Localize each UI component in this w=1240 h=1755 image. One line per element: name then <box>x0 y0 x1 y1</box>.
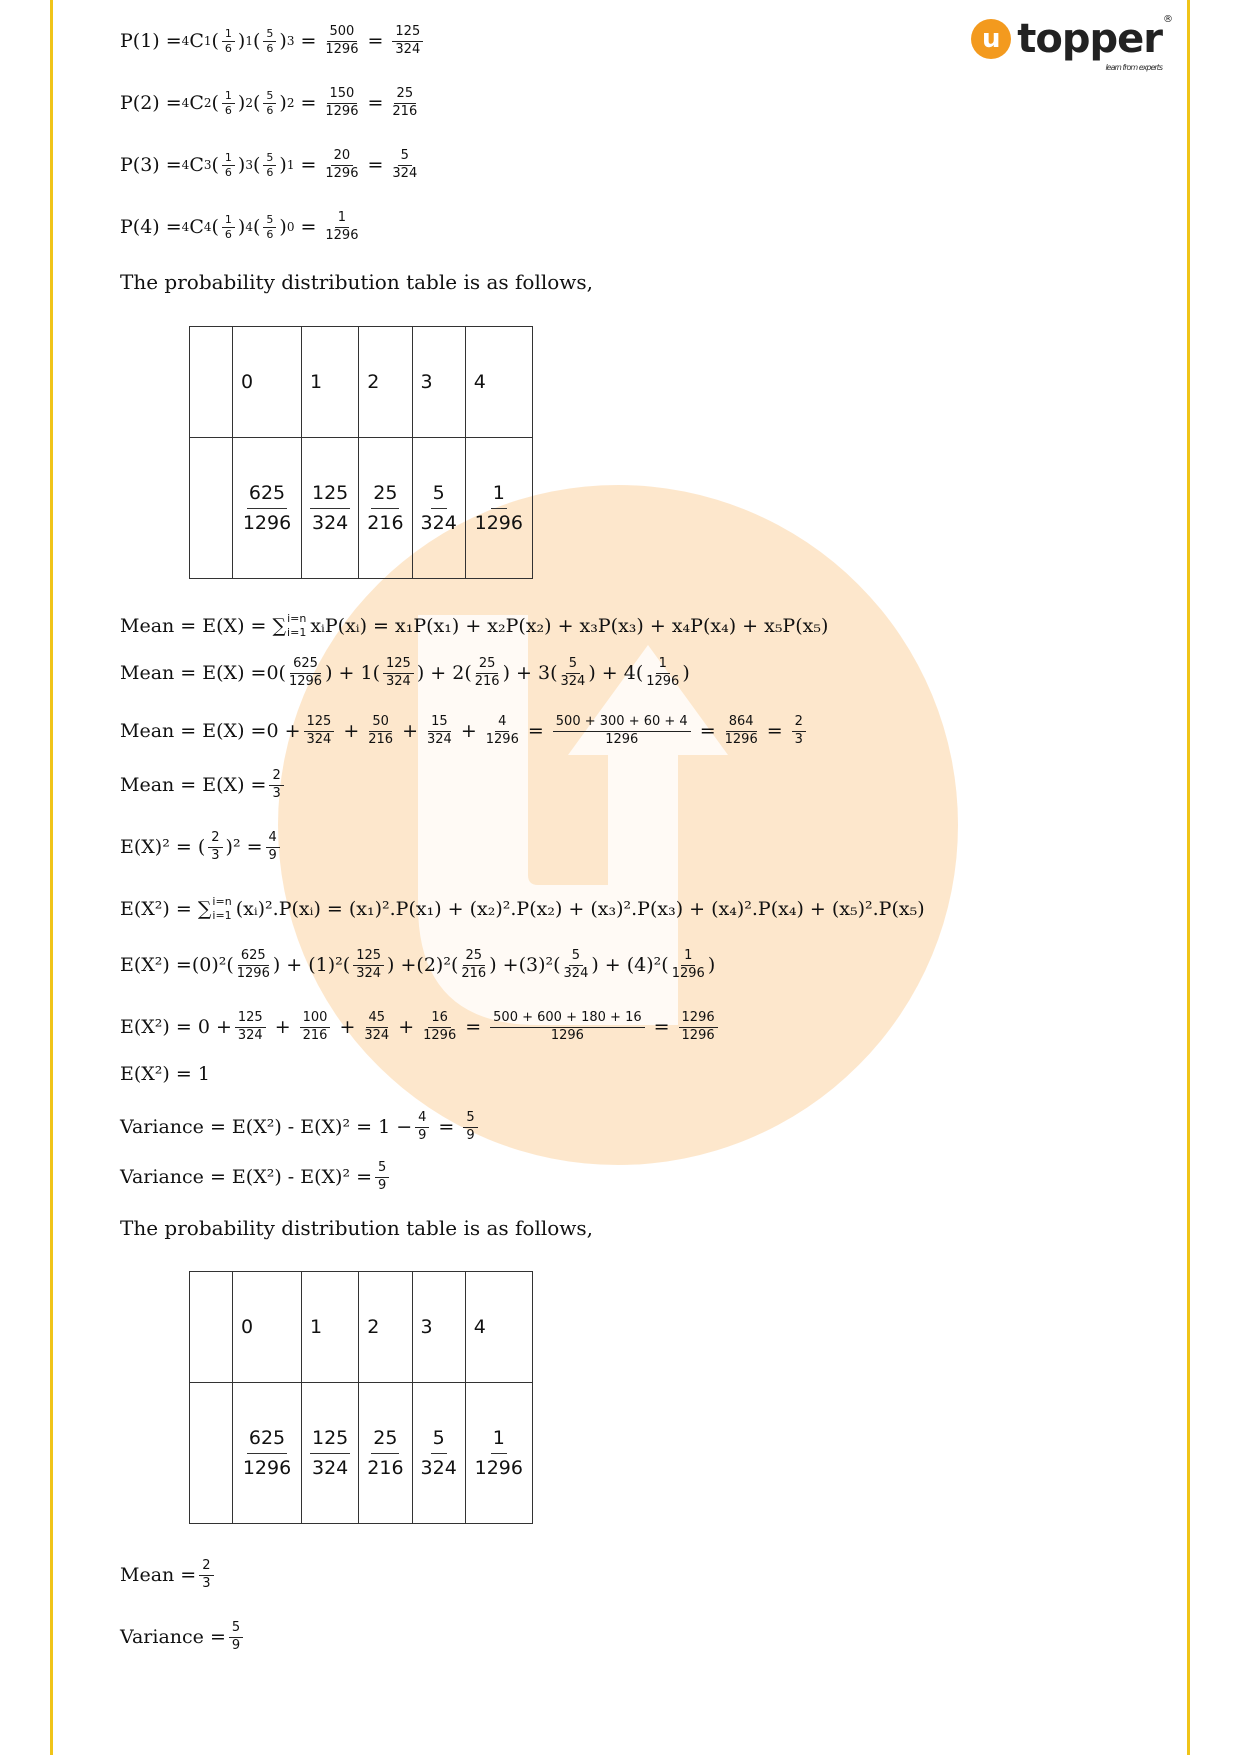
expand-part: ) + 1( <box>325 662 380 685</box>
variance-line-1: Variance = E(X²) - E(X)² = 1 − $\frac{4}{9}$ = $\frac{5}{9}$ <box>120 1110 481 1145</box>
table-cell-p2 <box>359 438 412 579</box>
table-intro-2: The probability distribution table is as follows, <box>120 1216 594 1240</box>
table-cell <box>190 1272 233 1383</box>
table-cell-p0 <box>233 438 302 579</box>
frac-den: 216 <box>392 103 418 119</box>
mean-zero: 0 + <box>266 720 301 743</box>
frac <box>325 24 358 59</box>
frac-num: 1 <box>222 151 235 166</box>
comb-n: 4 <box>181 220 190 235</box>
frac <box>222 27 235 57</box>
frac-den: 1296 <box>605 731 639 747</box>
frac-num: 5 <box>463 1110 477 1128</box>
frac <box>304 714 335 749</box>
ex2-expansion <box>120 948 715 983</box>
table-cell-p3 <box>412 438 465 579</box>
frac-den: 324 <box>306 731 332 747</box>
frac-num: 864 <box>726 714 757 732</box>
frac-num: 15 <box>428 714 451 732</box>
prob-num: 25 <box>371 479 399 509</box>
logo-tagline: learn from experts <box>1105 63 1162 72</box>
table-cell-x4: 4 <box>465 1272 532 1383</box>
frac-num: 150 <box>327 86 358 104</box>
mean-final <box>120 768 287 803</box>
table-cell-x0: 0 <box>233 327 302 438</box>
distribution-table-2 <box>189 1271 533 1524</box>
mean-def-rest: xᵢP(xᵢ) = x₁P(x₁) + x₂P(x₂) + x₃P(x₃) + x₄P(x₄) + x₅P(x₅) <box>310 615 829 638</box>
frac <box>486 714 519 749</box>
frac-num: 45 <box>366 1010 389 1028</box>
frac <box>375 1160 389 1195</box>
frac-den: 1296 <box>325 165 359 181</box>
exp: 4 <box>245 220 253 235</box>
expand-part: ) + (4)²( <box>591 954 669 977</box>
comb-r: 1 <box>203 34 212 49</box>
exp: 0 <box>286 220 295 235</box>
expand-part: ) <box>707 954 716 977</box>
probability-line-2: P(2) = 4 C 2 ( $\frac{1}{6}$ ) 2 ( $\frac{5}{6}$ ) 2 = $\frac{150}{1296}$ = $\frac{25}{216}$ <box>120 86 418 119</box>
variance-label-2: Variance = E(X²) - E(X)² = <box>120 1166 373 1189</box>
expand-part: 0( <box>266 662 286 685</box>
expand-part: ) + 3( <box>502 662 558 685</box>
frac <box>461 948 486 983</box>
table-cell <box>190 438 233 579</box>
frac-num: 25 <box>476 656 499 674</box>
frac-den: 6 <box>266 165 274 179</box>
frac <box>235 1010 266 1045</box>
mean-expand-label: Mean = E(X) = <box>120 662 267 685</box>
frac-num: 1 <box>656 656 670 674</box>
frac <box>475 656 500 691</box>
frac-num: 2 <box>199 1558 213 1576</box>
frac-num: 125 <box>304 714 335 732</box>
frac-den: 216 <box>302 1027 328 1043</box>
frac-den: 324 <box>364 1027 390 1043</box>
frac <box>415 1110 429 1145</box>
frac <box>364 1010 389 1045</box>
frac-num: 5 <box>263 213 276 228</box>
frac-num: 125 <box>392 24 423 42</box>
frac-den: 1296 <box>681 1027 715 1043</box>
frac-num: 2 <box>269 768 283 786</box>
frac-den: 9 <box>418 1127 427 1143</box>
ex-squared <box>120 830 283 865</box>
table-cell <box>190 327 233 438</box>
exp: 2 <box>245 96 253 111</box>
frac <box>490 1010 644 1045</box>
frac <box>725 714 758 749</box>
frac-num: 5 <box>375 1160 389 1178</box>
distribution-table-1 <box>189 326 533 579</box>
exp: 3 <box>245 158 253 173</box>
variance-line-2 <box>120 1160 392 1195</box>
prob-num: 25 <box>371 1424 399 1454</box>
frac-den: 9 <box>378 1177 387 1193</box>
frac <box>679 1010 718 1045</box>
frac <box>392 148 417 183</box>
table-intro-1: The probability distribution table is as follows, <box>120 270 594 294</box>
sum-top: i=n <box>212 895 232 908</box>
logo-registered: ® <box>1163 14 1172 25</box>
frac <box>222 89 235 119</box>
table-cell-p1 <box>302 1383 359 1524</box>
probability-line-4: P(4) = 4 C 4 ( $\frac{1}{6}$ ) 4 ( $\frac{5}{6}$ ) 0 = $\frac{1}{1296}$ <box>120 210 359 243</box>
prob-num: 5 <box>431 1424 447 1454</box>
table-cell-x3: 3 <box>412 327 465 438</box>
comb-r: 4 <box>203 220 212 235</box>
frac-num: 125 <box>235 1010 266 1028</box>
comb-r: 2 <box>203 96 212 111</box>
prob-num: 625 <box>247 479 287 509</box>
prob-num: 5 <box>431 479 447 509</box>
frac-den: 1296 <box>646 673 680 689</box>
frac-den: 1296 <box>325 41 359 57</box>
frac-num: 2 <box>792 714 806 732</box>
frac <box>222 151 235 181</box>
table-cell-x1: 1 <box>302 327 359 438</box>
frac-num: 5 <box>398 148 412 166</box>
mean-def-label: Mean = E(X) = ∑ <box>120 615 287 638</box>
frac <box>392 86 417 121</box>
ex2-def-label: E(X²) = ∑ <box>120 898 212 921</box>
expand-part: (0)²( <box>191 954 234 977</box>
prob-label: P(4) = <box>120 216 182 239</box>
expand-part: ) + (1)²( <box>272 954 351 977</box>
logo-text <box>1017 14 1172 72</box>
frac-den: 6 <box>224 41 232 55</box>
table-cell-x2: 2 <box>359 327 412 438</box>
frac-den: 9 <box>466 1127 475 1143</box>
frac-num: 2 <box>208 830 222 848</box>
frac <box>300 1010 331 1045</box>
frac-num: 5 <box>566 656 580 674</box>
frac-num: 1296 <box>679 1010 718 1028</box>
ex-sq-tail: )² = <box>225 836 263 859</box>
prob-den: 324 <box>420 511 457 534</box>
prob-num: 625 <box>247 1424 287 1454</box>
prob-den: 324 <box>312 511 349 534</box>
frac <box>263 213 276 243</box>
prob-den: 216 <box>367 511 404 534</box>
frac-num: 625 <box>238 948 269 966</box>
summary-variance-label: Variance = <box>120 1626 226 1649</box>
comb-n: 4 <box>181 158 190 173</box>
table-cell-x2: 2 <box>359 1272 412 1383</box>
prob-den: 1296 <box>474 511 523 534</box>
frac <box>383 656 414 691</box>
frac-den: 324 <box>385 673 411 689</box>
summary-mean <box>120 1558 217 1593</box>
frac-den: 324 <box>395 41 421 57</box>
prob-num: 1 <box>491 1424 507 1454</box>
left-page-border <box>50 0 53 1755</box>
frac-den: 9 <box>268 847 277 863</box>
ex2-result: E(X²) = 1 <box>120 1063 210 1085</box>
frac <box>208 830 222 865</box>
probability-line-1: P(1) = 4 C 1 ( $\frac{1}{6}$ ) 1 ( $\frac{5}{6}$ ) 3 = $\frac{500}{1296}$ = $\frac{125}{324}$ <box>120 24 426 59</box>
frac-num: 1 <box>222 27 235 42</box>
frac-den: 1296 <box>325 103 359 119</box>
sum-top: i=n <box>287 612 307 625</box>
frac <box>392 24 423 59</box>
frac-num: 16 <box>428 1010 451 1028</box>
ex2-definition <box>120 895 925 924</box>
frac-den: 1296 <box>325 227 359 243</box>
ex2-step-label: E(X²) = 0 + <box>120 1016 232 1039</box>
frac-den: 324 <box>392 165 418 181</box>
frac-den: 6 <box>266 227 274 241</box>
frac-den: 6 <box>224 227 232 241</box>
mean-definition <box>120 612 828 641</box>
frac <box>263 151 276 181</box>
frac <box>353 948 384 983</box>
ex2-expand-label: E(X²) = <box>120 954 192 977</box>
frac <box>266 830 280 865</box>
frac <box>289 656 322 691</box>
mean-steps: Mean = E(X) = 0 + $\frac{125}{324}$ + $\frac{50}{216}$ + $\frac{15}{324}$ + $\frac{4}{1296}$ = $\frac{500 + 300 + 60 + 4}{1296}$ = $\frac{864}{1296}$ = $\frac{2}{3}$ <box>120 714 809 749</box>
expand-part: ) + 4( <box>588 662 644 685</box>
mean-final-label: Mean = E(X) = <box>120 774 267 797</box>
prob-den: 1296 <box>474 1456 523 1479</box>
table-cell-x3: 3 <box>412 1272 465 1383</box>
ex2-def-rest: (xᵢ)².P(xᵢ) = (x₁)².P(x₁) + (x₂)².P(x₂) + (x₃)².P(x₃) + (x₄)².P(x₄) + (x₅)².P(x₅) <box>235 898 925 921</box>
frac <box>263 89 276 119</box>
frac-den: 216 <box>474 673 500 689</box>
frac-den: 324 <box>563 965 589 981</box>
frac-num: 5 <box>263 151 276 166</box>
prob-num: 125 <box>310 479 350 509</box>
frac <box>423 1010 456 1045</box>
frac-num: 5 <box>229 1620 243 1638</box>
summary-variance <box>120 1620 246 1655</box>
prob-den: 1296 <box>242 511 292 534</box>
frac-num: 25 <box>394 86 417 104</box>
prob-label: P(1) = <box>120 30 182 53</box>
table-cell-p4 <box>465 438 532 579</box>
frac-den: 6 <box>266 103 274 117</box>
exp: 1 <box>286 158 295 173</box>
frac <box>222 213 235 243</box>
table-cell-x4: 4 <box>465 327 532 438</box>
frac-num: 4 <box>266 830 280 848</box>
frac-num: 1 <box>335 210 349 228</box>
prob-num: 125 <box>310 1424 350 1454</box>
right-page-border <box>1187 0 1190 1755</box>
expand-part: ) + 2( <box>416 662 472 685</box>
frac-num: 1 <box>681 948 695 966</box>
table-cell-p2 <box>359 1383 412 1524</box>
frac <box>564 948 589 983</box>
frac-num: 5 <box>569 948 583 966</box>
frac-den: 324 <box>427 731 452 747</box>
expand-part: ) +(3)²( <box>489 954 561 977</box>
frac-den: 324 <box>356 965 382 981</box>
frac-den: 6 <box>224 165 232 179</box>
frac-num: 5 <box>263 89 276 104</box>
prob-den: 216 <box>367 1456 404 1479</box>
frac-num: 100 <box>300 1010 331 1028</box>
table-cell-x1: 1 <box>302 1272 359 1383</box>
frac-den: 3 <box>211 847 220 863</box>
frac-num: 4 <box>495 714 509 732</box>
frac-den: 9 <box>231 1637 241 1653</box>
expand-part: ) <box>682 662 690 685</box>
logo-name: topper <box>1017 16 1162 62</box>
frac-den: 324 <box>560 673 586 689</box>
prob-label: P(2) = <box>120 92 182 115</box>
frac-num: 500 <box>327 24 358 42</box>
frac <box>792 714 806 749</box>
prob-den: 324 <box>312 1456 349 1479</box>
frac-den: 1296 <box>550 1027 584 1043</box>
frac-den: 1296 <box>236 965 270 981</box>
frac-den: 1296 <box>724 731 758 747</box>
frac-den: 1296 <box>485 731 519 747</box>
frac <box>646 656 679 691</box>
frac <box>368 714 393 749</box>
watermark-up-arrow-icon <box>278 485 958 1165</box>
frac-den: 3 <box>272 785 281 801</box>
frac-den: 216 <box>461 965 487 981</box>
mean-expansion <box>120 656 690 691</box>
summary-mean-label: Mean = <box>120 1564 197 1587</box>
frac-den: 216 <box>368 731 394 747</box>
frac-num: 4 <box>415 1110 429 1128</box>
table-cell <box>190 1383 233 1524</box>
variance-label-1: Variance = E(X²) - E(X)² = 1 − <box>120 1116 413 1139</box>
prob-label: P(3) = <box>120 154 182 177</box>
comb-n: 4 <box>181 96 190 111</box>
table-cell-p4 <box>465 1383 532 1524</box>
prob-den: 1296 <box>242 1456 292 1479</box>
logo-badge-icon: u <box>971 19 1011 59</box>
frac-num: 25 <box>463 948 486 966</box>
frac-num: 500 + 300 + 60 + 4 <box>553 714 691 732</box>
frac-num: 20 <box>331 148 354 166</box>
frac-num: 50 <box>369 714 392 732</box>
frac-den: 6 <box>266 41 274 55</box>
probability-line-3: P(3) = 4 C 3 ( $\frac{1}{6}$ ) 3 ( $\frac{5}{6}$ ) 1 = $\frac{20}{1296}$ = $\frac{5}{324}$ <box>120 148 418 181</box>
prob-num: 1 <box>491 479 507 509</box>
frac <box>269 768 283 803</box>
frac <box>237 948 270 983</box>
frac <box>325 148 358 183</box>
exp: 1 <box>245 34 253 49</box>
frac <box>427 714 452 749</box>
frac-den: 3 <box>202 1575 211 1591</box>
frac-num: 1 <box>222 89 235 104</box>
frac-den: 324 <box>237 1027 263 1043</box>
frac-den: 1296 <box>423 1027 457 1043</box>
frac <box>229 1620 243 1655</box>
frac <box>325 86 358 121</box>
expand-part: ) +(2)²( <box>387 954 459 977</box>
frac <box>553 714 691 749</box>
frac-den: 1296 <box>288 673 323 689</box>
frac-den: 6 <box>224 103 232 117</box>
frac-den: 1296 <box>671 965 705 981</box>
frac-num: 5 <box>263 27 276 42</box>
ex-sq-label: E(X)² = ( <box>120 836 206 859</box>
frac <box>199 1558 213 1593</box>
frac-num: 625 <box>290 656 321 674</box>
comb-n: 4 <box>181 34 190 49</box>
table-cell-p0 <box>233 1383 302 1524</box>
table-cell-p1 <box>302 438 359 579</box>
sum-bot: i=1 <box>287 626 307 640</box>
exp: 2 <box>286 96 295 111</box>
frac <box>560 656 585 691</box>
frac <box>325 210 358 245</box>
mean-step-label: Mean = E(X) = <box>120 720 267 743</box>
frac <box>463 1110 477 1145</box>
frac <box>672 948 705 983</box>
frac <box>263 27 276 57</box>
table-cell-x0: 0 <box>233 1272 302 1383</box>
prob-den: 324 <box>420 1456 457 1479</box>
frac-den: 3 <box>794 731 803 747</box>
sum-bot: i=1 <box>212 909 232 923</box>
comb-r: 3 <box>203 158 212 173</box>
frac-num: 125 <box>383 656 414 674</box>
frac-num: 125 <box>353 948 384 966</box>
brand-logo <box>971 14 1172 72</box>
exp: 3 <box>286 34 295 49</box>
ex2-steps: E(X²) = 0 + $\frac{125}{324}$ + $\frac{100}{216}$ + $\frac{45}{324}$ + $\frac{16}{1296}$ = $\frac{500 + 600 + 180 + 16}{1296}$ = $\frac{1296}{1296}$ <box>120 1010 721 1045</box>
table-cell-p3 <box>412 1383 465 1524</box>
frac-num: 500 + 600 + 180 + 16 <box>490 1010 644 1028</box>
frac-num: 1 <box>222 213 235 228</box>
